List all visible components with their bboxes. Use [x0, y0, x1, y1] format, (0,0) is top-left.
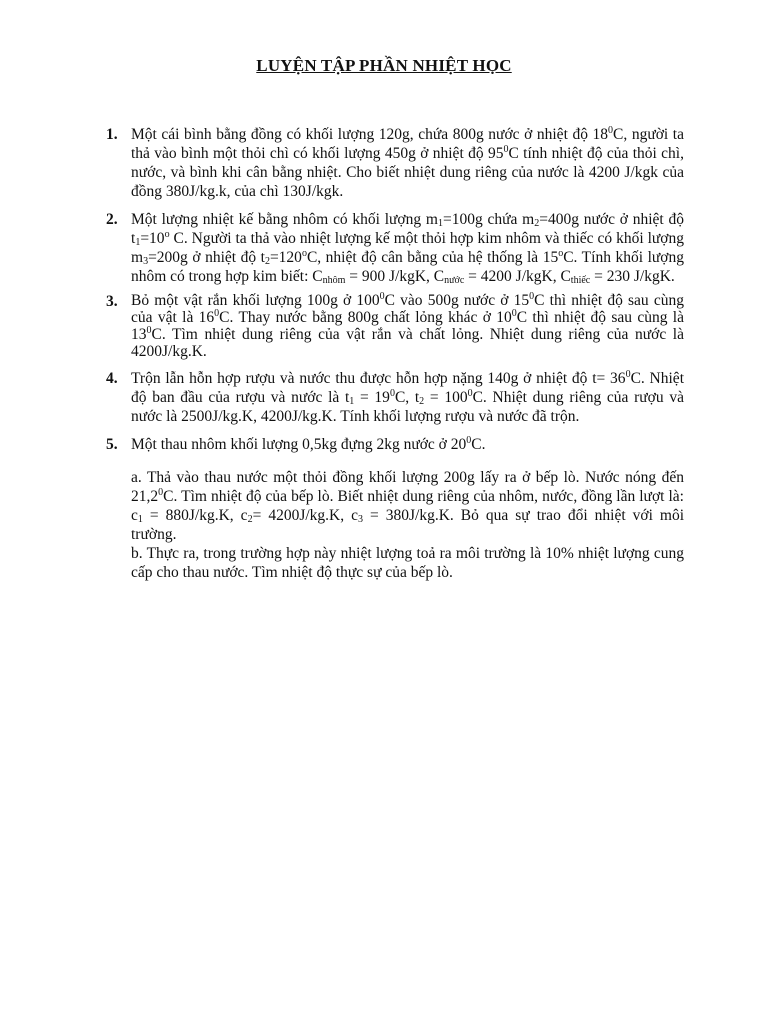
exercise-number: 3. [106, 293, 118, 310]
exercise-item-4 [106, 369, 684, 426]
exercise-text: Một cái bình bằng đồng có khối lượng 120g, chứa 800g nước ở nhiệt độ $18^0C$, người ta thả vào bình một thỏi chì có khối lượng 450g ở nhiệt độ $95^0C$ tính nhiệt độ của thỏi chì, nước, và bình khi cân bằng nhiệt. Cho biết nhiệt dung riêng của nước là 4200 J/kgk của đồng 380J/kg.k, của chì 130J/kgk. [131, 125, 684, 200]
exercise-list [106, 125, 684, 591]
subpart-a: a. Thả vào thau nước một thỏi đồng khối lượng 200g lấy ra ở bếp lò. Nước nóng đến 21,2$^0$C. Tìm nhiệt độ của bếp lò. Biết nhiệt dung riêng của nhôm, nước, đồng lần lượt là: $c_1 = 880J/kg.K$, $c_2= 4200J/kg.K$, $c_3 = 380J/kg.K$. Bỏ qua sự trao đổi nhiệt với môi trường. [131, 469, 685, 543]
exercise-number: 4. [106, 370, 118, 387]
exercise-number: 5. [106, 436, 118, 453]
exercise-number: 1. [106, 126, 118, 143]
exercise-item-1 [106, 125, 684, 201]
page-title: LUYỆN TẬP PHẦN NHIỆT HỌC [256, 56, 512, 75]
exercise-text: Một thau nhôm khối lượng 0,5kg đựng 2kg nước ở $20^0C$. [131, 435, 486, 453]
exercise-number: 2. [106, 211, 118, 228]
exercise-text: Trộn lẫn hỗn hợp rượu và nước thu được hỗn hợp nặng 140g ở nhiệt độ $t= 36^0C$. Nhiệt độ ban đầu của rượu và nước là $t_1 = 19^0C$, $t_2 = 100^0C$. Nhiệt dung riêng của rượu và nước là 2500J/kg.K, 4200J/kg.K. Tính khối lượng rượu và nước đã trộn. [131, 369, 684, 425]
subpart-b: b. Thực ra, trong trường hợp này nhiệt lượng toả ra môi trường là 10% nhiệt lượng cung cấp cho thau nước. Tìm nhiệt độ thực sự của bếp lò. [131, 545, 684, 581]
exercise-text: Một lượng nhiệt kế bằng nhôm có khối lượng $m_1=100g$ chứa $m_2=400g$ nước ở nhiệt độ $t_1=10^o$ C. Người ta thả vào nhiệt lượng kế một thỏi hợp kim nhôm và thiếc có khối lượng $m_3=200g$ ở nhiệt độ $t_2=120^oC$, nhiệt độ cân bằng của hệ thống là 15$^o$C. Tính khối lượng nhôm có trong hợp kim biết: $C_{nhôm} = 900$ J/kgK, $C_{nước} = 4200$ J/kgK, $C_{thiếc} = 230$ J/kgK. [131, 211, 684, 286]
exercise-body [131, 435, 684, 582]
exercise-item-5 [106, 435, 684, 582]
exercise-text: Bỏ một vật rắn khối lượng 100g ở $100^0C$ vào 500g nước ở $15^0C$ thì nhiệt độ sau cùng của vật là $16^0C$. Thay nước bằng 800g chất lỏng khác ở $10^0C$ thì nhiệt độ sau cùng là $13^0C$. Tìm nhiệt dung riêng của vật rắn và chất lỏng. Nhiệt dung riêng của nước là 4200J/kg.K. [131, 291, 684, 360]
exercise-subparts [131, 468, 684, 582]
exercise-item-2 [106, 210, 684, 286]
exercise-item-3 [106, 292, 684, 360]
